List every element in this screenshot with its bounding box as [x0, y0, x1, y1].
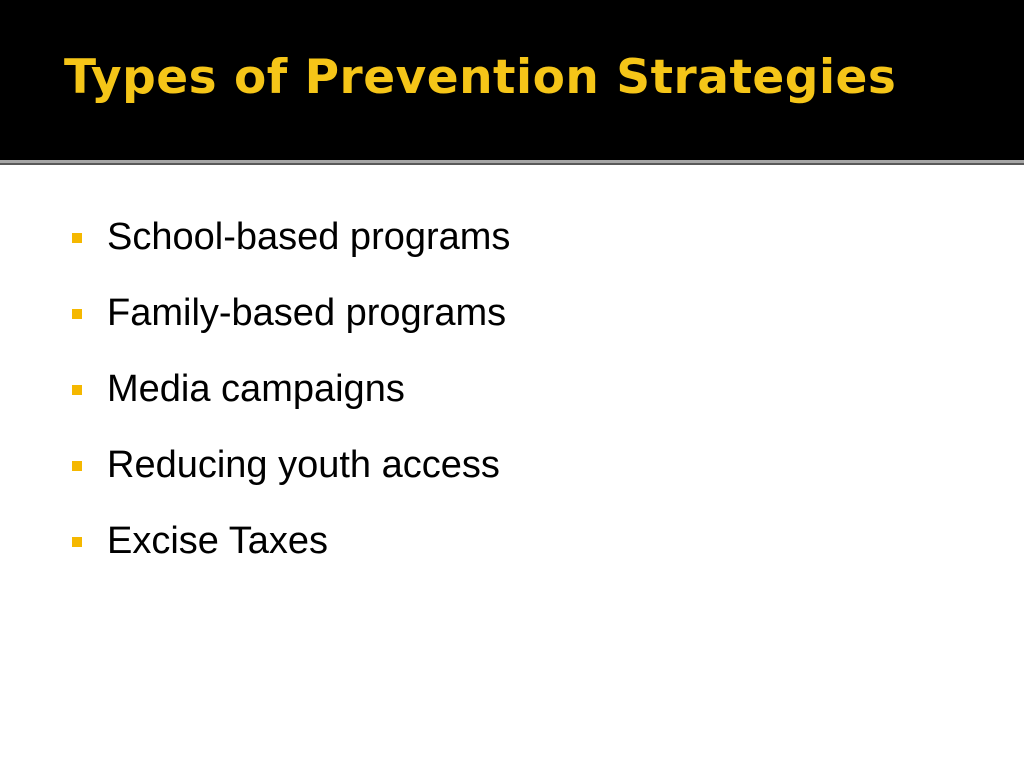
square-bullet-icon: [72, 385, 82, 395]
list-item: [72, 214, 510, 290]
title-divider-shadow: [0, 163, 1024, 165]
bullet-text: School-based programs: [107, 216, 511, 258]
list-item: [72, 442, 510, 518]
square-bullet-icon: [72, 309, 82, 319]
list-item: [72, 366, 510, 442]
list-item: [72, 518, 510, 594]
title-bar: [0, 0, 1024, 160]
bullet-text: Family-based programs: [107, 292, 507, 334]
list-item: [72, 290, 510, 366]
bullet-text: Excise Taxes: [107, 520, 329, 562]
square-bullet-icon: [72, 537, 82, 547]
square-bullet-icon: [72, 461, 82, 471]
square-bullet-icon: [72, 233, 82, 243]
bullet-text: Media campaigns: [107, 368, 405, 410]
bullet-text: Reducing youth access: [107, 444, 500, 486]
slide-title: Types of Prevention Strategies: [64, 50, 897, 105]
bullet-list: [72, 214, 510, 594]
